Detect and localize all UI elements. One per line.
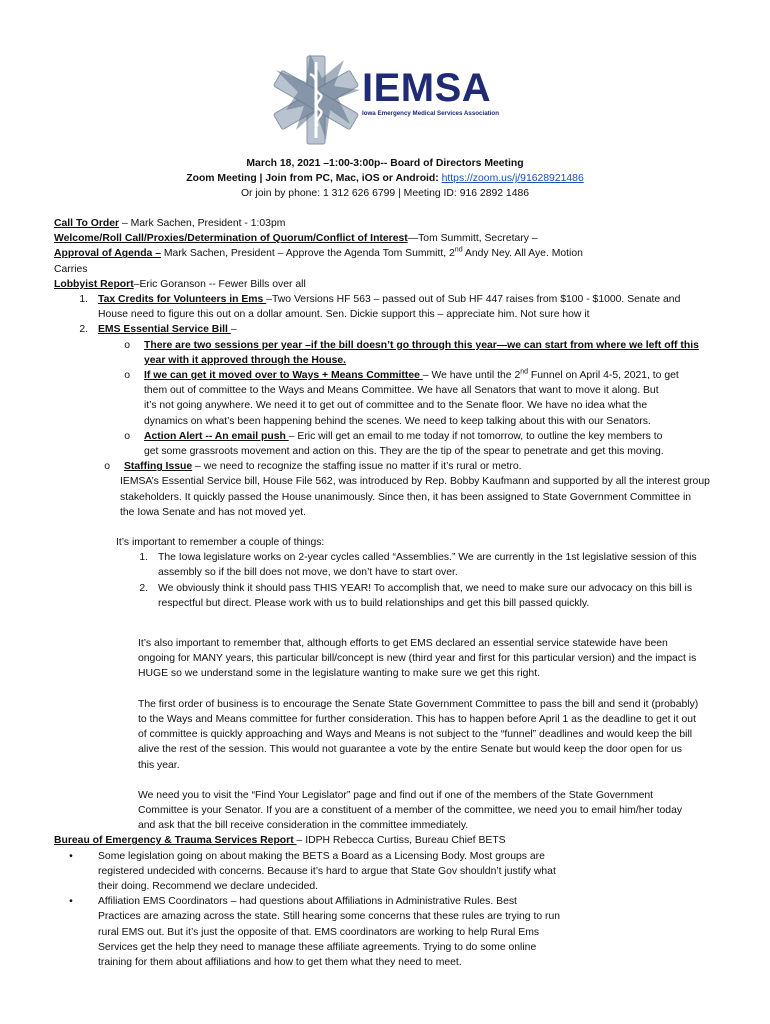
remember-intro: It’s important to remember a couple of things: bbox=[116, 537, 325, 549]
list-item bbox=[54, 322, 734, 337]
bullet2-line: Services get the help they need to manage these affiliate agreements. Trying to do some online bbox=[98, 941, 537, 953]
call-to-order-label: Call To Order bbox=[54, 218, 120, 229]
approval-of-agenda bbox=[54, 246, 734, 261]
bets-report bbox=[54, 833, 734, 848]
item1-cont: House need to figure this out on a dollar amount. Sen. Dickie support this – appreciate him. Not sure how it bbox=[98, 309, 590, 321]
logo-subtitle: Iowa Emergency Medical Services Association bbox=[362, 110, 499, 117]
sub-item bbox=[54, 429, 734, 459]
sub2-line: – We have until the 2 bbox=[422, 370, 521, 382]
item-number: 1. bbox=[139, 552, 148, 564]
zoom-line bbox=[0, 171, 770, 186]
item1-label: Tax Credits for Volunteers in Ems bbox=[98, 294, 267, 306]
item-number: 2. bbox=[79, 324, 88, 336]
paragraph-line: We need you to visit the “Find Your Legislator” page and find out if one of the members of the State Government bbox=[138, 789, 654, 801]
sub2-text bbox=[144, 368, 734, 429]
list-item bbox=[54, 894, 734, 970]
paragraph-line: The first order of business is to encourage the Senate State Government Committee to pass the bill and send it (probably) bbox=[138, 698, 699, 710]
paragraph-line: IEMSA’s Essential Service bill, House File 562, was introduced by Rep. Bobby Kaufmann and supported by all the interest group bbox=[120, 476, 710, 488]
phone-line: Or join by phone: 1 312 626 6799 | Meeting ID: 916 2892 1486 bbox=[240, 188, 530, 199]
bets-text: – IDPH Rebecca Curtiss, Bureau Chief BETS bbox=[296, 835, 506, 847]
meeting-title: March 18, 2021 –1:00-3:00p-- Board of Directors Meeting bbox=[246, 158, 524, 169]
sub1-line: year with it approved through the House. bbox=[144, 354, 347, 366]
welcome-text: —Tom Summitt, Secretary – bbox=[407, 233, 538, 245]
list-item bbox=[54, 292, 734, 307]
circle-bullet-icon: o bbox=[124, 430, 130, 442]
sub2-sup: nd bbox=[520, 368, 529, 376]
meeting-header bbox=[0, 156, 770, 201]
bullet2-line: rural EMS out. But it’s just the opposite of that. EMS coordinators are working to help Rural Ems bbox=[98, 926, 540, 938]
bullet-icon: • bbox=[69, 850, 73, 862]
approval-text-end: Andy Ney. All Aye. Motion bbox=[462, 248, 583, 260]
paragraph-line: to the Ways and Means committee for further consideration. This has to happen before April 1 as the deadline to get it out bbox=[138, 713, 696, 725]
item-number: 2. bbox=[139, 582, 148, 594]
lobbyist-report bbox=[54, 277, 734, 292]
sub1-line: There are two sessions per year –if the bill doesn’t go through this year—we can start from where we left off this bbox=[144, 339, 699, 351]
paragraph-line: of committee is quickly approaching and Ways and Means is not subject to the “funnel” deadlines and would keep the bill bbox=[138, 729, 693, 741]
bullet-icon: • bbox=[69, 896, 73, 908]
bullet1-line: Some legislation going on about making the BETS a Board as a Licensing Body. Most groups are bbox=[98, 850, 545, 862]
paragraph-line: this year. bbox=[138, 759, 180, 771]
sub1-text bbox=[144, 338, 734, 368]
minutes-body bbox=[54, 216, 734, 970]
visit-legislator-paragraph bbox=[54, 788, 734, 834]
paragraph-line: the Iowa Senate and has not moved yet. bbox=[120, 506, 307, 518]
bullet2-line: Affiliation EMS Coordinators – had questions about Affiliations in Administrative Rules. Best bbox=[98, 896, 517, 908]
rem1-line: assembly so if the bill does not move, we don’t have to start over. bbox=[158, 567, 458, 579]
sub2-label: If we can get it moved over to Ways + Means Committee bbox=[144, 370, 423, 382]
sub3-label: Action Alert -- An email push bbox=[144, 430, 289, 442]
bullet2-line: training for them about affiliations and how to get them what they need to meet. bbox=[98, 956, 462, 968]
list-item bbox=[54, 550, 734, 580]
also-important-paragraph bbox=[54, 636, 734, 682]
sub-item bbox=[54, 338, 734, 368]
item2-label: EMS Essential Service Bill bbox=[98, 324, 231, 336]
call-to-order-text: – Mark Sachen, President - 1:03pm bbox=[119, 218, 286, 229]
circle-bullet-icon: o bbox=[104, 461, 110, 473]
circle-bullet-icon: o bbox=[124, 370, 130, 382]
sub2-line: it’s not going anywhere. We need it to get out of committee and to the Senate floor. We have no idea what the bbox=[144, 400, 648, 412]
welcome-roll-call bbox=[54, 231, 734, 246]
approval-sup: nd bbox=[454, 246, 463, 254]
bets-label: Bureau of Emergency & Trauma Services Report bbox=[54, 835, 297, 847]
paragraph-line: It’s also important to remember that, although efforts to get EMS declared an essential service statewide have been bbox=[138, 638, 668, 650]
paragraph-line: Committee is your Senator. If you are a constituent of a member of the committee, we need you to email him/her today bbox=[138, 804, 683, 816]
sub4-line: – we need to recognize the staffing issue no matter if it’s rural or metro. bbox=[192, 461, 522, 473]
list-item bbox=[54, 581, 734, 611]
paragraph-line: and ask that the bill receive consideration in the committee immediately. bbox=[138, 820, 469, 832]
sub2-line: Funnel on April 4-5, 2021, to get bbox=[528, 370, 679, 382]
sub4-text bbox=[124, 459, 734, 474]
bullet1-line: their doing. Recommend we declare undecided. bbox=[98, 880, 319, 892]
first-order-paragraph bbox=[54, 697, 734, 773]
sub3-line: get some grassroots movement and action on this. They are the tip of the spear to penetrate and get this moving. bbox=[144, 446, 664, 458]
item-number: 1. bbox=[79, 294, 88, 306]
call-to-order bbox=[54, 216, 734, 231]
bullet1-line: registered undecided with concerns. Because it’s hard to argue that State Gov shouldn’t justify what bbox=[98, 865, 556, 877]
sub2-line: dynamics on what’s been happening behind the scenes. We need to keep talking about this with our Senators. bbox=[144, 415, 651, 427]
paragraph-line: stakeholders. It quickly passed the House unanimously. Since then, it has been assigned to State Government Committee in bbox=[120, 491, 692, 503]
approval-text: Mark Sachen, President – Approve the Agenda Tom Summitt, 2 bbox=[161, 248, 455, 260]
approval-cont: Carries bbox=[54, 263, 88, 275]
rem1-line: The Iowa legislature works on 2-year cycles called “Assemblies.” We are currently in the 1st legislative session of this bbox=[158, 552, 697, 564]
bullet2-line: Practices are amazing across the state. Still hearing some concerns that these rules are trying to run bbox=[98, 911, 561, 923]
zoom-label: Zoom Meeting | Join from PC, Mac, iOS or Android: bbox=[186, 173, 442, 184]
sub3-text bbox=[144, 429, 734, 459]
sub-item bbox=[54, 368, 734, 429]
item1-text: –Two Versions HF 563 – passed out of Sub HF 447 raises from $100 - $1000. Senate and bbox=[266, 294, 681, 306]
approval-label: Approval of Agenda – bbox=[54, 248, 161, 260]
sub4-label: Staffing Issue bbox=[124, 461, 193, 473]
rem2-line: respectful but direct. Please work with us to build relationships and get this bill passed quickly. bbox=[158, 597, 590, 609]
logo-wordmark: IEMSA bbox=[362, 66, 492, 110]
item2-text: – bbox=[230, 324, 237, 336]
welcome-label: Welcome/Roll Call/Proxies/Determination of Quorum/Conflict of Interest bbox=[54, 233, 408, 245]
iemsa-bill-paragraph bbox=[54, 474, 734, 520]
zoom-link[interactable]: https://zoom.us/j/91628921486 bbox=[441, 173, 584, 184]
paragraph-line: alive the rest of the session. This would not guarantee a vote by the entire Senate but would keep the door open for us bbox=[138, 744, 682, 756]
sub3-line: – Eric will get an email to me today if not tomorrow, to outline the key members to bbox=[288, 430, 663, 442]
list-item bbox=[54, 849, 734, 895]
paragraph-line: HUGE so we understand some in the legislature wanting to make sure we get this right. bbox=[138, 668, 540, 680]
rem2-line: We obviously think it should pass THIS YEAR! To accomplish that, we need to make sure our advocacy on this bill is bbox=[158, 582, 693, 594]
paragraph-line: ongoing for MANY years, this particular bill/concept is new (third year and first for this particular version) and the impact is bbox=[138, 653, 697, 665]
sub-item bbox=[34, 459, 734, 474]
lobbyist-label: Lobbyist Report bbox=[54, 278, 134, 290]
sub2-line: them out of committee to the Ways and Means Committee. We have all Senators that want to move it along. But bbox=[144, 385, 659, 397]
lobbyist-text: –Eric Goranson -- Fewer Bills over all bbox=[133, 278, 306, 290]
circle-bullet-icon: o bbox=[124, 339, 130, 351]
